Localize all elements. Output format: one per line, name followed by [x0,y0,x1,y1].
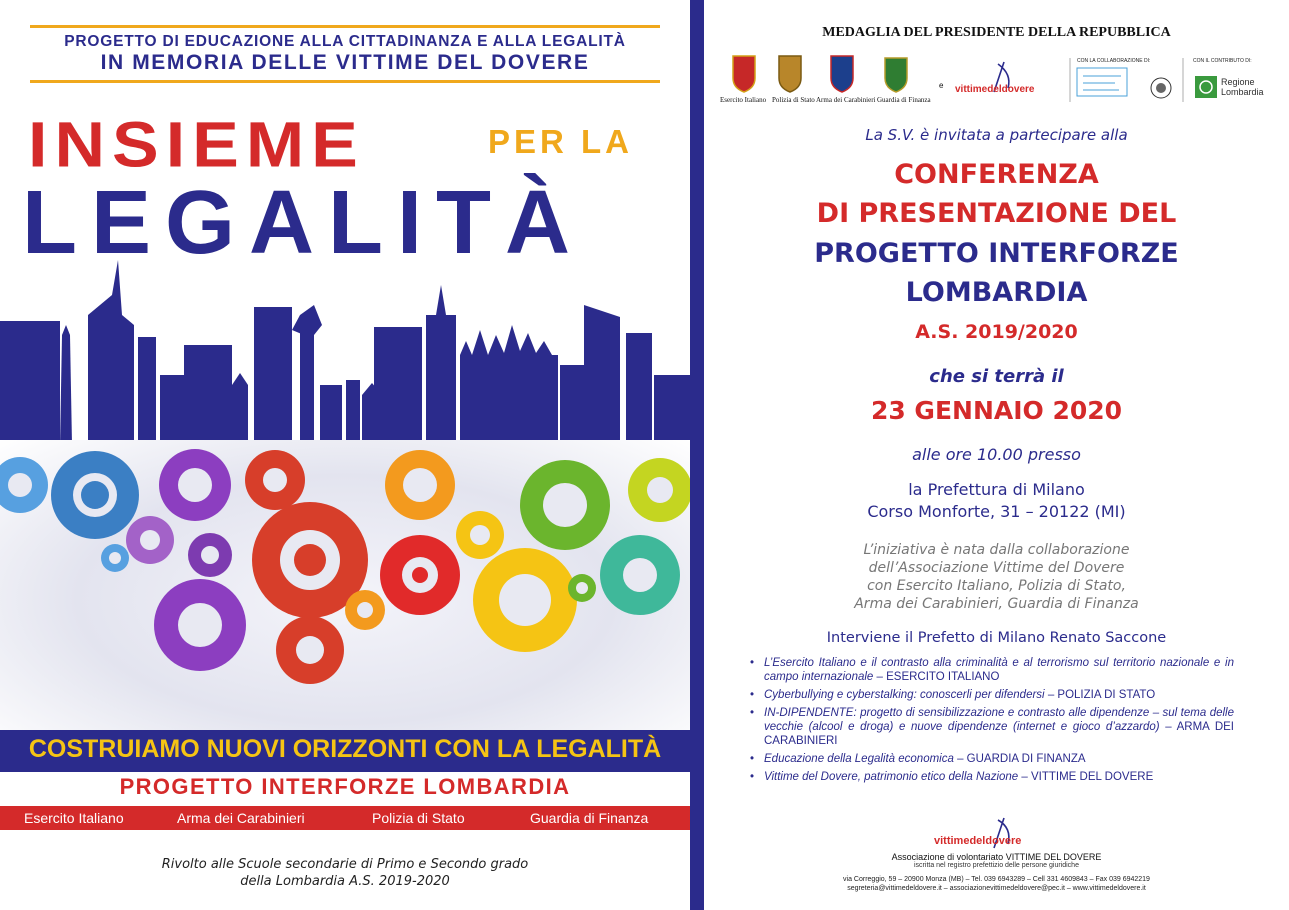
svg-text:vittimedeldovere: vittimedeldovere [955,84,1035,95]
target-audience-line-2: della Lombardia A.S. 2019-2020 [240,874,450,889]
gear-orange-small-icon [345,590,385,630]
header-line-1: PROGETTO DI EDUCAZIONE ALLA CITTADINANZA E ALLA LEGALITÀ [64,33,626,50]
conference-title-line-1: CONFERENZA [894,159,1099,190]
contact-line-2: segreteria@vittimedeldovere.it – associazionevittimedeldovere@pec.it – www.vittimedeldovere.it [847,885,1146,892]
project-title: PROGETTO INTERFORZE LOMBARDIA [119,774,571,799]
gears-illustration [0,440,690,730]
top-rule [30,25,660,28]
contact-line-1: via Correggio, 59 – 20900 Monza (MB) – Tel. 039 6943289 – Cell 331 4609843 – Fax 039 6942219 [843,876,1150,883]
logo-caption-esercito: Esercito Italiano [720,96,767,104]
venue-line-2: Corso Monforte, 31 – 20122 (MI) [867,502,1126,521]
list-item: • L’Esercito Italiano e il contrasto alla criminalità e al terrorismo sul territorio nazionale e in campo internazionale – ESERCITO ITALIANO [750,657,1234,683]
gear-yellow-large-icon [473,548,577,652]
topics-list [748,656,1234,788]
association-line-2: iscritta nel registro prefettizio delle persone giuridiche [914,862,1079,869]
svg-text:vittimedeldovere: vittimedeldovere [934,835,1022,847]
association-line-1: Associazione di volontariato VITTIME DEL DOVERE [891,852,1102,862]
milan-skyline-illustration [0,255,690,445]
ufficio-scolastico-logo-icon [1077,68,1127,96]
gear-orange-icon [385,450,455,520]
gear-red-small-icon [245,450,305,510]
gear-yellow-small-icon [456,511,504,559]
initiative-line-1: L’iniziativa è nata dalla collaborazione [863,542,1130,558]
list-item: • Cyberbullying e cyberstalking: conoscerli per difendersi – POLIZIA DI STATO [750,689,1156,701]
will-be-held-text: che si terrà il [929,366,1064,387]
force-carabinieri: Arma dei Carabinieri [177,810,305,826]
gear-purple-small-icon [188,533,232,577]
school-year: A.S. 2019/2020 [915,321,1078,343]
gear-green-small-icon [568,574,596,602]
finanza-crest-icon [885,58,907,92]
event-time: alle ore 10.00 presso [912,445,1081,464]
list-item: • IN-DIPENDENTE: progetto di sensibilizzazione e contrasto alle dipendenze – sul tema delle vecchie (alcool e droga) e nuove dipendenze (internet e gioco d’azzardo) – ARMA DEI CARABINIERI [750,707,1234,747]
gear-violet-icon [126,516,174,564]
force-esercito: Esercito Italiano [24,810,124,826]
panel-divider [690,0,704,910]
logos-and: e [939,81,944,90]
regione-label-line1: Regione [1221,77,1255,87]
partner-logos-row [715,50,1285,110]
initiative-line-4: Arma dei Carabinieri, Guardia di Finanza [854,596,1139,612]
gear-red-medium-icon [380,535,460,615]
banner-slogan: COSTRUIAMO NUOVI ORIZZONTI CON LA LEGALITÀ [28,735,662,763]
gear-blue-large-icon [51,451,139,539]
list-item: • Vittime del Dovere, patrimonio etico della Nazione – VITTIME DEL DOVERE [750,771,1154,783]
polizia-crest-icon [779,56,801,92]
event-date: 23 GENNAIO 2020 [870,396,1123,425]
esercito-crest-icon [733,56,755,92]
regione-label-line2: Lombardia [1221,87,1264,97]
gear-lime-icon [628,458,690,522]
gear-purple-bottom-icon [154,579,246,671]
contribution-label: CON IL CONTRIBUTO DI: [1193,58,1252,64]
speaker-line: Interviene il Prefetto di Milano Renato Saccone [826,630,1167,646]
header-line-2: IN MEMORIA DELLE VITTIME DEL DOVERE [100,51,590,74]
medal-heading: MEDAGLIA DEL PRESIDENTE DELLA REPUBBLICA [822,25,1171,40]
target-audience-line-1: Rivolto alle Scuole secondarie di Primo e Secondo grado [161,857,529,872]
gear-red-bottom-icon [276,616,344,684]
title-per-la: PER LA [488,123,634,160]
conference-title-line-2: DI PRESENTAZIONE DEL [816,198,1177,229]
logo-caption-finanza: Guardia di Finanza [877,96,931,104]
regione-lombardia-logo-icon [1195,76,1217,98]
footer-vittime-logo [930,816,1060,852]
gear-purple-icon [159,449,231,521]
emblem-repubblica-icon [1151,78,1171,98]
conference-title-line-3: PROGETTO INTERFORZE [814,238,1179,269]
gear-lightblue-icon [0,457,48,513]
gear-blue-small-icon [101,544,129,572]
collaboration-label: CON LA COLLABORAZIONE DI: [1077,58,1151,64]
gear-green-icon [520,460,610,550]
carabinieri-crest-icon [831,56,853,92]
vittime-del-dovere-logo [955,62,1035,95]
initiative-line-2: dell’Associazione Vittime del Dovere [868,560,1125,576]
logo-caption-polizia: Polizia di Stato [772,96,815,104]
title-legalita: LEGALITÀ [22,173,584,273]
conference-title-line-4: LOMBARDIA [905,277,1088,308]
bottom-rule [30,80,660,83]
gear-teal-icon [600,535,680,615]
venue-line-1: la Prefettura di Milano [908,480,1085,499]
force-finanza: Guardia di Finanza [530,810,649,826]
initiative-line-3: con Esercito Italiano, Polizia di Stato, [867,578,1126,594]
invitation-text: La S.V. è invitata a partecipare alla [865,126,1128,144]
logo-caption-carabinieri: Arma dei Carabinieri [816,96,876,104]
list-item: • Educazione della Legalità economica – GUARDIA DI FINANZA [750,753,1086,765]
title-insieme: INSIEME [28,108,365,181]
force-polizia: Polizia di Stato [372,810,465,826]
